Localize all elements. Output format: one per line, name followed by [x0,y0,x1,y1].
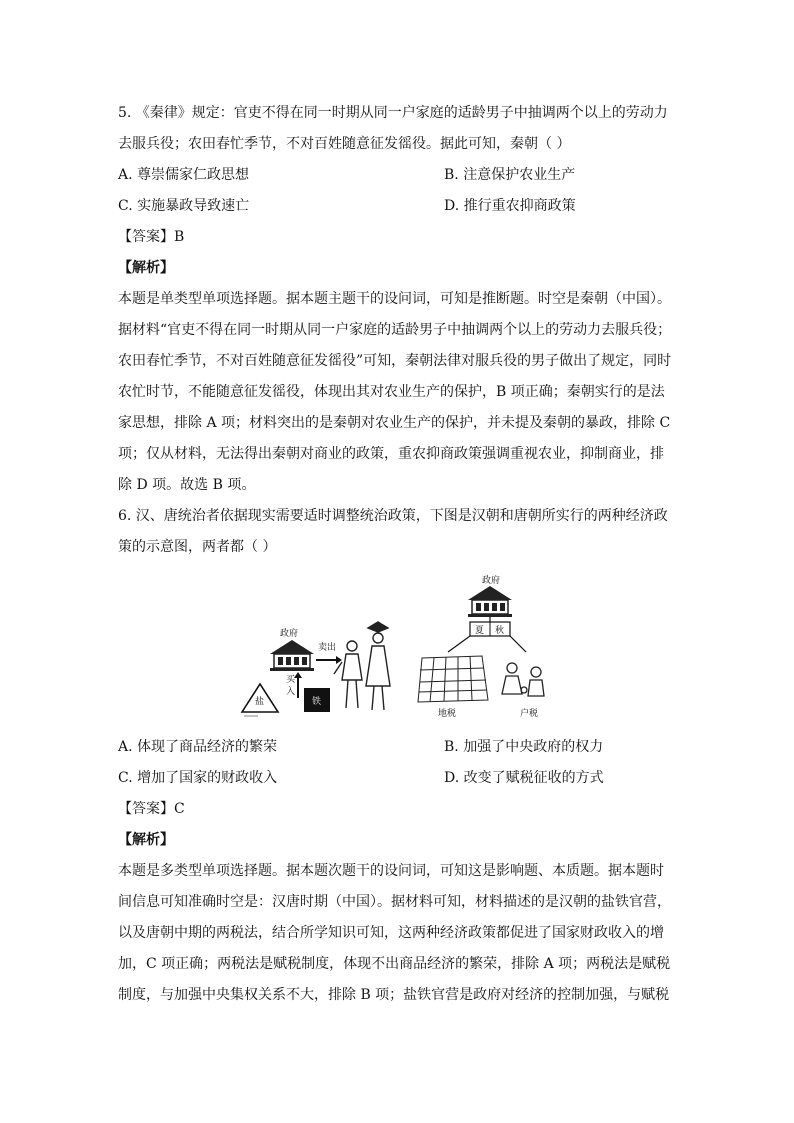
q6-option-a: A. 体现了商品经济的繁荣 [118,739,278,755]
left-government-building-icon [270,640,314,671]
q6-stem-line-2: 策的示意图，两者都（ ） [118,539,277,555]
right-government-label: 政府 [482,576,501,586]
q5-analysis-line: 据材料“官吏不得在同一时期从同一户家庭的适龄男子中抽调两个以上的劳动力去服兵役； [118,322,672,338]
q5-stem-line-1: 5. 《秦律》规定：官吏不得在同一时期从同一户家庭的适龄男子中抽调两个以上的劳动力 [118,105,668,121]
q5-analysis-line: 本题是单类型单项选择题。据本题主题干的设问词，可知是推断题。时空是秦朝（中国）。 [118,291,671,307]
sell-label: 卖出 [318,643,337,653]
autumn-label: 秋 [495,626,505,636]
household-tax-label: 户税 [520,709,539,719]
q6-analysis-line: 本题是多类型单项选择题。据本题次题干的设问词，可知这是影响题、本质题。据本题时 [118,863,664,879]
q6-option-d: D. 改变了赋税征收的方式 [444,770,604,786]
buy-arrow-icon [294,672,302,698]
q5-analysis-line: 项；仅从材料，无法得出秦朝对商业的政策，重农抑商政策强调重视农业，抑制商业，排 [118,446,664,462]
q6-analysis-line: 间信息可知准确时空是：汉唐时期（中国）。据材料可知，材料描述的是汉朝的盐铁官营， [118,894,671,910]
tax-flow-lines [448,636,526,652]
land-tax-label: 地税 [438,709,457,719]
q6-analysis-label: 【解析】 [118,832,174,848]
q6-stem-line-1: 6. 汉、唐统治者依据现实需要适时调整统治政策，下图是汉朝和唐朝所实行的两种经济政 [118,508,668,524]
farmland-icon [418,656,488,702]
q6-analysis-line: 制度，与加强中央集权关系不大，排除 B 项；盐铁官营是政府对经济的控制加强，与赋税 [118,987,670,1003]
summer-label: 夏 [475,626,485,636]
enter-label: 入 [286,687,296,697]
q6-answer: 【答案】C [118,801,185,817]
q5-analysis-line: 农田春忙季节，不对百姓随意征发徭役”可知，秦朝法律对服兵役的男子做出了规定，同时 [118,353,672,369]
q5-analysis-line: 除 D 项。故选 B 项。 [118,477,256,493]
q5-answer: 【答案】B [118,229,185,245]
q6-figure [236,570,566,720]
merchant-figures-icon [334,622,390,710]
iron-label: 铁 [312,697,322,707]
buy-label: 买 [286,675,296,685]
left-government-label: 政府 [280,629,299,639]
q5-option-c: C. 实施暴政导致速亡 [118,198,250,214]
q5-analysis-label: 【解析】 [118,260,174,276]
household-icon [502,663,544,696]
sell-arrow-icon [316,656,342,664]
q5-analysis-line: 农忙时节，不能随意征发徭役，体现出其对农业生产的保护，B 项正确；秦朝实行的是法 [118,384,665,400]
q5-option-b: B. 注意保护农业生产 [444,167,576,183]
q5-option-a: A. 尊崇儒家仁政思想 [118,167,250,183]
right-government-building-icon [468,586,512,617]
q6-option-c: C. 增加了国家的财政收入 [118,770,278,786]
q6-analysis-line: 加，C 项正确；两税法是赋税制度，体现不出商品经济的繁荣，排除 A 项；两税法是赋税 [118,956,671,972]
q5-option-d: D. 推行重农抑商政策 [444,198,576,214]
salt-label: 盐 [255,697,265,707]
q6-option-b: B. 加强了中央政府的权力 [444,739,604,755]
q5-analysis-line: 家思想，排除 A 项；材料突出的是秦朝对农业生产的保护，并未提及秦朝的暴政，排除 C [118,415,671,431]
q6-analysis-line: 以及唐朝中期的两税法，结合所学知识可知，这两种经济政策都促进了国家财政收入的增 [118,925,664,941]
q5-stem-line-2: 去服兵役；农田春忙季节，不对百姓随意征发徭役。据此可知，秦朝（ ） [118,136,571,152]
